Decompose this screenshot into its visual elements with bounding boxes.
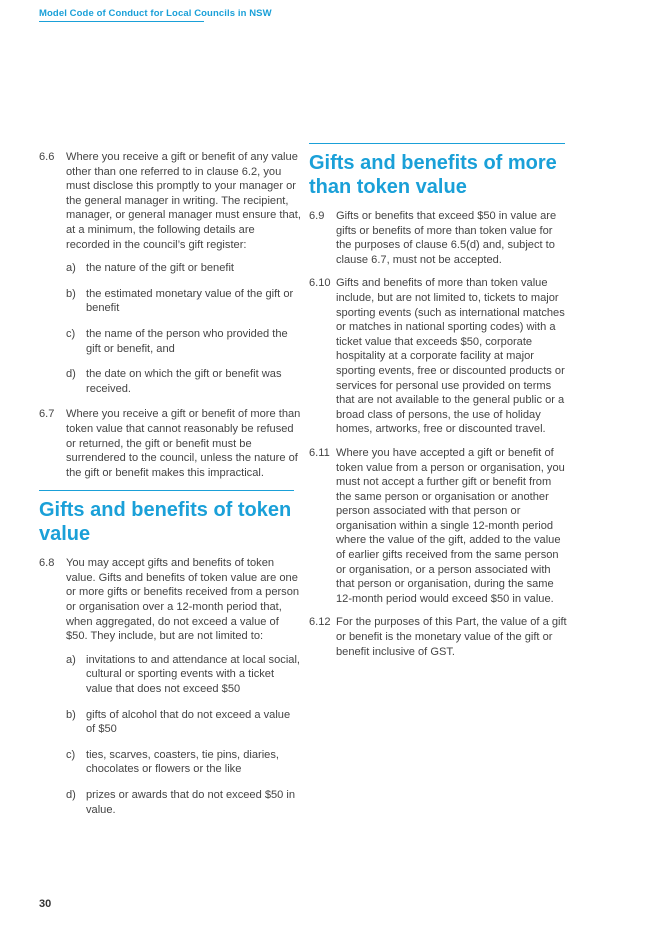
item-letter: d)	[66, 789, 76, 801]
item-text: prizes or awards that do not exceed $50 in value.	[86, 789, 296, 816]
clause-6-8	[39, 556, 301, 644]
list-item	[66, 708, 301, 737]
clause-text: Where you receive a gift or benefit of any value other than one referred to in clause 6.2, you must disclose this promptly to your manager or the general manager in writing. The recipient, manager, or general manager must ensure that, at a minimum, the following details are recorded in the council’s gift register:	[66, 151, 301, 251]
list-item	[66, 261, 301, 276]
item-text: ties, scarves, coasters, tie pins, diaries, chocolates or flowers or the like	[86, 748, 279, 776]
list-item	[66, 788, 301, 817]
clause-number: 6.6	[39, 151, 55, 163]
clause-text: Gifts and benefits of more than token value include, but are not limited to, tickets to major sporting events (such as international matches or matches in national sporting codes) with a ticket value that exceeds $50, corporate hospitality at a corporate facility at major sporting events, free or discounted products or services for personal use provided on terms that are not available to the general public or a broad class of persons, the use of holiday homes, artworks, free or discounted travel.	[336, 277, 565, 436]
item-letter: a)	[66, 653, 76, 666]
right-column	[309, 143, 567, 668]
clause-number: 6.11	[309, 446, 330, 459]
clause-6-7	[39, 407, 301, 480]
clause-text: Where you have accepted a gift or benefit of token value from a person or organisation, you must not accept a further gift or benefit from the same person or organisation or another person associated with that person or organisation within a single 12-month period where the value of the gift, added to the value of earlier gifts received from the same person or organisation, or a person associated with that person or organisation, during the same 12-month period would exceed $50 in value.	[336, 446, 565, 605]
list-item	[66, 748, 301, 777]
section-heading-token-value: Gifts and benefits of token value	[39, 499, 292, 546]
item-letter: d)	[66, 368, 76, 381]
item-letter: c)	[66, 748, 76, 761]
item-letter: b)	[66, 287, 76, 300]
clause-number: 6.8	[39, 557, 55, 570]
clause-6-9	[309, 209, 567, 267]
section-rule	[309, 143, 565, 144]
item-text: the nature of the gift or benefit	[86, 262, 235, 275]
clause-number: 6.10	[309, 277, 331, 290]
clause-6-11	[309, 446, 567, 607]
item-text: the estimated monetary value of the gift or benefit	[86, 287, 294, 315]
list-item	[66, 653, 301, 697]
item-text: the name of the person who provided the gift or benefit, and	[86, 327, 288, 355]
clause-6-8-list	[39, 653, 301, 817]
clause-number: 6.9	[309, 210, 325, 222]
clause-text: Gifts or benefits that exceed $50 in value are gifts or benefits of more than token value for the purposes of clause 6.5(d) and, subject to clause 6.7, must not be accepted.	[336, 210, 557, 266]
clause-number: 6.7	[39, 408, 55, 421]
running-header: Model Code of Conduct for Local Councils in NSW	[39, 8, 272, 19]
item-letter: a)	[66, 262, 76, 275]
clause-6-12	[309, 615, 567, 659]
clause-text: For the purposes of this Part, the value of a gift or benefit is the monetary value of the gift or benefit inclusive of GST.	[336, 616, 567, 658]
list-item	[66, 367, 301, 396]
item-text: the date on which the gift or benefit was received.	[86, 368, 282, 395]
page-number: 30	[39, 898, 52, 910]
clause-text: Where you receive a gift or benefit of more than token value that cannot reasonably be refused or returned, the gift or benefit must be surrendered to the council, unless the nature of the gift or benefit makes this impractical.	[66, 408, 301, 479]
clause-text: You may accept gifts and benefits of token value. Gifts and benefits of token value are one or more gifts or benefits received from a person or organisation over a 12-month period that, when aggregated, do not exceed a value of $50. They include, but are not limited to:	[66, 557, 300, 643]
header-rule	[39, 21, 204, 22]
section-heading-more-than-token-value: Gifts and benefits of more than token value	[309, 152, 557, 198]
item-text: gifts of alcohol that do not exceed a value of $50	[86, 708, 291, 736]
item-letter: c)	[66, 327, 76, 340]
list-item	[66, 327, 301, 356]
clause-number: 6.12	[309, 616, 331, 629]
list-item	[66, 287, 301, 316]
section-rule	[39, 490, 294, 491]
clause-6-6	[39, 150, 301, 252]
clause-6-6-list	[39, 261, 301, 396]
item-letter: b)	[66, 708, 76, 721]
left-column	[39, 150, 301, 828]
item-text: invitations to and attendance at local social, cultural or sporting events with a ticket value that does not exceed $50	[86, 653, 300, 696]
clause-6-10	[309, 276, 567, 437]
